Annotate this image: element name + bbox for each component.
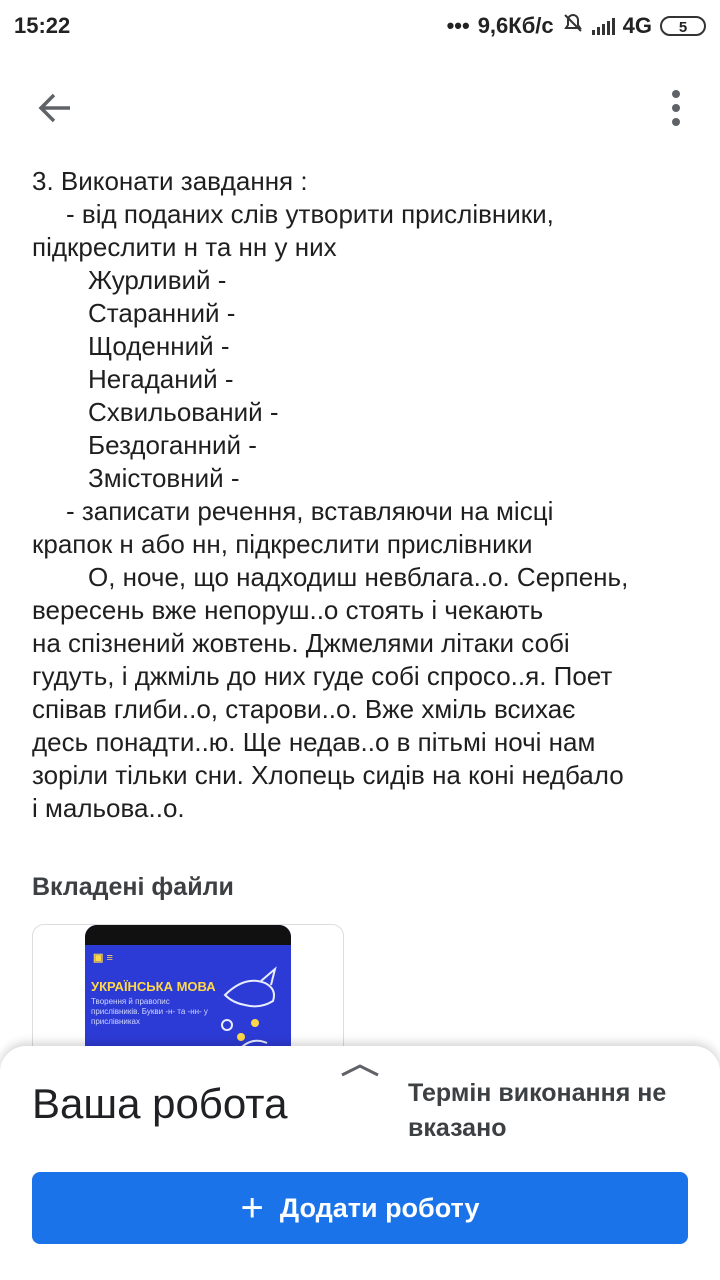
mute-icon: [562, 12, 584, 40]
more-vert-icon: [658, 84, 694, 132]
word-item: Старанний -: [88, 298, 236, 328]
text-line: гудуть, і джміль до них гуде собі спросо..я. Поет: [32, 661, 613, 691]
word-item: Бездоганний -: [88, 430, 257, 460]
task-heading: 3. Виконати завдання :: [32, 166, 308, 196]
text-line: десь понадти..ю. Ще недав..о в пітьмі ночі нам: [32, 727, 596, 757]
task2-line: крапок н або нн, підкреслити прислівники: [32, 529, 533, 559]
word-item: Негаданий -: [88, 364, 234, 394]
add-work-label: Додати роботу: [279, 1192, 480, 1223]
word-item: Щоденний -: [88, 331, 230, 361]
network-speed: 9,6Кб/с: [477, 13, 554, 38]
chevron-up-icon: [340, 1062, 380, 1078]
add-work-button[interactable]: [32, 1172, 688, 1244]
plus-icon: +: [240, 1186, 264, 1230]
word-item: Журливий -: [88, 265, 227, 295]
text-line: співав глиби..о, старови..о. Вже хміль всихає: [32, 694, 576, 724]
deadline-text: Термін виконання не вказано: [408, 1079, 667, 1142]
text-line: вересень вже непоруш..о стоять і чекають: [32, 595, 544, 625]
your-work-title: Ваша робота: [32, 1080, 288, 1127]
task2-line: - записати речення, вставляючи на місці: [66, 496, 554, 526]
status-time: 15:22: [14, 13, 71, 38]
your-work-sheet: [0, 1046, 720, 1280]
sheet-handle[interactable]: [340, 1062, 380, 1078]
task1-line: підкреслити н та нн у них: [32, 232, 337, 262]
text-line: О, ноче, що надходиш невблага..о. Серпень,: [88, 562, 629, 592]
word-item: Змістовний -: [88, 463, 240, 493]
signal-icon: [592, 17, 615, 35]
text-line: на спізнений жовтень. Джмелями літаки собі: [32, 628, 570, 658]
task1-line: - від поданих слів утворити прислівники,: [66, 199, 554, 229]
status-dots: •••: [446, 13, 470, 38]
battery-icon: [660, 16, 706, 36]
arrow-back-icon: [34, 86, 78, 130]
text-line: і мальова..о.: [32, 793, 185, 823]
attachments-title: Вкладені файли: [32, 873, 234, 901]
word-item: Схвильований -: [88, 397, 279, 427]
thumbnail-subtitle: Творення й правопис прислівників. Букви -н- та -нн- у прислівниках: [91, 997, 208, 1026]
network-type: 4G: [622, 13, 652, 38]
back-button[interactable]: [34, 86, 78, 130]
assignment-description: [32, 165, 702, 825]
more-options-button[interactable]: [658, 84, 694, 132]
app-bar: [0, 60, 720, 156]
status-indicators: [447, 12, 706, 40]
thumbnail-title: УКРАЇНСЬКА МОВА: [91, 979, 216, 994]
status-bar: [0, 0, 720, 52]
battery-level: 5: [678, 19, 688, 36]
logo-icon: ▣ ≡: [93, 952, 113, 964]
text-line: зоріли тільки сни. Хлопець сидів на коні недбало: [32, 760, 624, 790]
